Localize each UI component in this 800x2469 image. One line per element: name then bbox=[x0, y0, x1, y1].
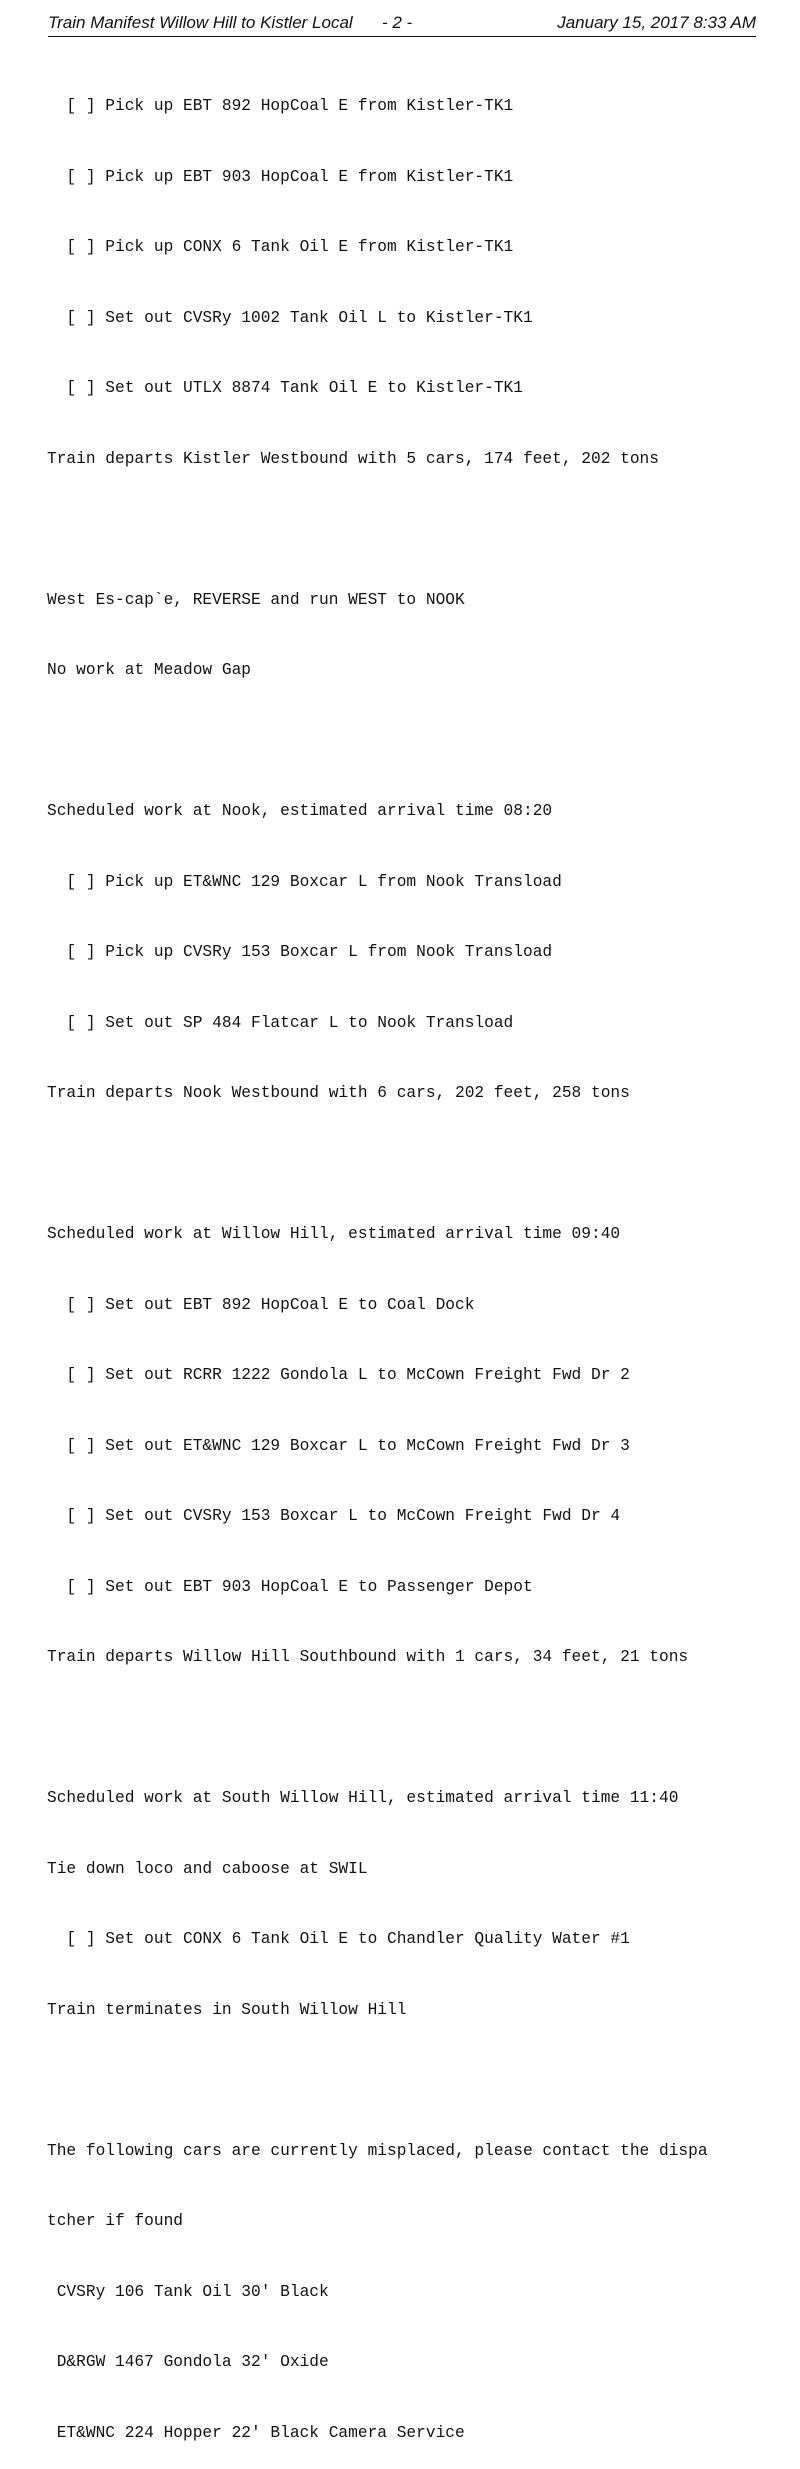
blank-line bbox=[47, 730, 767, 754]
manifest-line: [ ] Set out RCRR 1222 Gondola L to McCown Freight Fwd Dr 2 bbox=[47, 1366, 630, 1384]
page-header bbox=[48, 10, 756, 37]
page-number: - 2 - bbox=[382, 13, 413, 32]
manifest-line: Scheduled work at Nook, estimated arrival time 08:20 bbox=[47, 802, 553, 820]
manifest-line: Train departs Willow Hill Southbound with 1 cars, 34 feet, 21 tons bbox=[47, 1648, 689, 1666]
blank-line bbox=[47, 1153, 767, 1177]
manifest-line: [ ] Pick up EBT 892 HopCoal E from Kistler-TK1 bbox=[47, 97, 514, 115]
manifest-line: [ ] Set out ET&WNC 129 Boxcar L to McCown Freight Fwd Dr 3 bbox=[47, 1436, 630, 1455]
manifest-line: Scheduled work at Willow Hill, estimated arrival time 09:40 bbox=[47, 1225, 621, 1243]
blank-line bbox=[47, 1717, 767, 1741]
manifest-line: West Es-cap`e, REVERSE and run WEST to NOOK bbox=[47, 590, 465, 609]
manifest-line: Scheduled work at South Willow Hill, estimated arrival time 11:40 bbox=[47, 1789, 679, 1807]
manifest-line: Train departs Nook Westbound with 6 cars, 202 feet, 258 tons bbox=[47, 1084, 630, 1102]
manifest-line: [ ] Set out SP 484 Flatcar L to Nook Transload bbox=[47, 1013, 514, 1032]
manifest-line: No work at Meadow Gap bbox=[47, 661, 251, 679]
manifest-line: [ ] Set out CVSRy 153 Boxcar L to McCown Freight Fwd Dr 4 bbox=[47, 1507, 621, 1525]
manifest-line: [ ] Set out EBT 903 HopCoal E to Passenger Depot bbox=[47, 1577, 533, 1596]
manifest-line: ET&WNC 224 Hopper 22' Black Camera Service bbox=[47, 2423, 465, 2442]
manifest-line: tcher if found bbox=[47, 2212, 183, 2230]
manifest-line: [ ] Pick up ET&WNC 129 Boxcar L from Nook Transload bbox=[47, 872, 562, 891]
manifest-line: [ ] Set out CONX 6 Tank Oil E to Chandler Quality Water #1 bbox=[47, 1930, 630, 1948]
print-date: January 15, 2017 8:33 AM bbox=[557, 13, 756, 32]
manifest-line: The following cars are currently misplaced, please contact the dispa bbox=[47, 2141, 708, 2160]
manifest-line: D&RGW 1467 Gondola 32' Oxide bbox=[47, 2353, 329, 2371]
manifest-line: Train departs Kistler Westbound with 5 cars, 174 feet, 202 tons bbox=[47, 449, 659, 468]
manifest-line: CVSRy 106 Tank Oil 30' Black bbox=[47, 2282, 329, 2301]
manifest-line: [ ] Pick up EBT 903 HopCoal E from Kistler-TK1 bbox=[47, 167, 514, 186]
manifest-line: [ ] Pick up CVSRy 153 Boxcar L from Nook Transload bbox=[47, 943, 553, 961]
manifest-line: [ ] Set out UTLX 8874 Tank Oil E to Kistler-TK1 bbox=[47, 379, 523, 397]
manifest-line: [ ] Set out CVSRy 1002 Tank Oil L to Kistler-TK1 bbox=[47, 308, 533, 327]
manifest-line: Tie down loco and caboose at SWIL bbox=[47, 1859, 368, 1878]
manifest-line: Train terminates in South Willow Hill bbox=[47, 2000, 407, 2019]
blank-line bbox=[47, 2069, 767, 2093]
manifest-title: Train Manifest Willow Hill to Kistler Local bbox=[48, 13, 353, 32]
manifest-line: [ ] Set out EBT 892 HopCoal E to Coal Dock bbox=[47, 1295, 475, 1314]
manifest-body bbox=[47, 48, 767, 2469]
manifest-line: [ ] Pick up CONX 6 Tank Oil E from Kistler-TK1 bbox=[47, 238, 514, 256]
blank-line bbox=[47, 518, 767, 542]
